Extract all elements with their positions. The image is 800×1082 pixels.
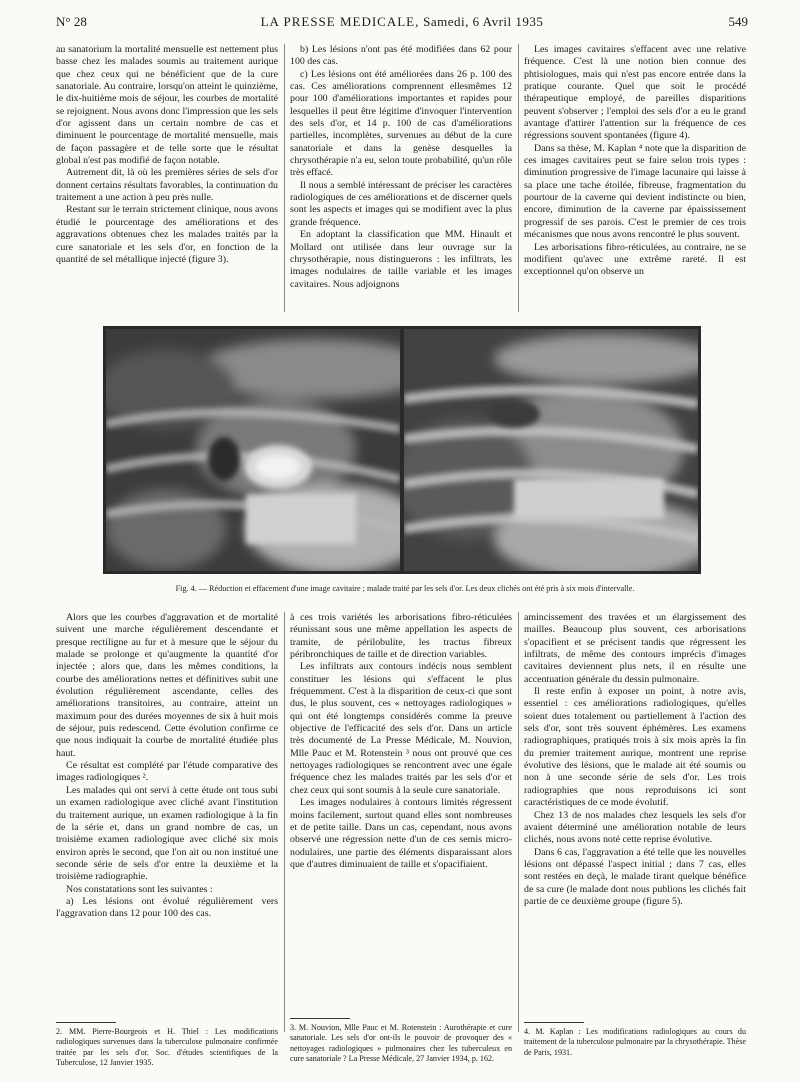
issue-number: N° 28 [56,14,87,29]
paragraph: Dans sa thèse, M. Kaplan ⁴ note que la disparition de ces images cavitaires peut se faire selon trois types : diminution progressive de l'image lacunaire qui laisse à sa place une tache étoilée, fibreuse, fragmentation du pourtour de la caverne qui devient indistincte ou bien, encore, diminution de la caverne par épaississement progressif de ses parois. C'est le premier de ces trois mécanismes que nous avons rencontré le plus souvent. [524,142,746,241]
footnote-rule [56,1022,116,1023]
paragraph: Restant sur le terrain strictement clinique, nous avons étudié le pourcentage des améliorations et des aggravations obtenues chez les malades traités par la cure sanatoriale et les sels d'or, en fonction de la quantité de sel métallique injecté (figure 3). [56,204,278,265]
paragraph: Dans 6 cas, l'aggravation a été telle que les nouvelles lésions ont dépassé l'aspect initial ; dans 7 cas, elles sont restées en deçà, le malade tirant quelque bénéfice de sa cure (le malade dont nous publions les clichés fait partie de ce deuxième groupe (figure 5). [524,846,746,907]
figure-caption: Fig. 4. — Réduction et effacement d'une image cavitaire ; malade traité par les sels d'or. Les deux clichés ont été pris à six mois d'intervalle. [175,584,635,593]
bottom-column-2 [290,612,512,1012]
paragraph: Ce résultat est complété par l'étude comparative des images radiologiques ². [56,760,278,784]
paragraph: Les malades qui ont servi à cette étude ont tous subi un examen radiologique avec cliché avant l'institution du traitement aurique, un examen radiologique à la fin de la série et, dans un grand nombre de cas, un troisième examen radiologique avec cliché six mois environ après le second, que l'on ait ou non institué une seconde série de sels d'or entre la deuxième et la troisième radiographie. [56,784,278,883]
footnote-text: 2. MM. Pierre-Bourgeois et H. Thiel : Les modifications radiologiques survenues dans la tuberculose pulmonaire confirmée traitée par les sels d'or. Soc. d'études scientifiques de la Tuberculose, 12 Janvier 1935. [56,1027,278,1068]
xray-image-after [404,329,698,571]
paragraph: Nos constatations sont les suivantes : [66,883,213,895]
paragraph: au sanatorium la mortalité mensuelle est nettement plus basse chez les malades soumis au traitement aurique que chez ceux qui ne bénéficient que de la cure sanatoriale. Au contraire, lorsqu'on atteint le quinzième, le dix-huitième mois de séjour, les courbes de mortalité se rejoignent. Nous avons donc l'impression que les sels d'or agissent dans un certain nombre de cas et diminuent le pourcentage de mortalité mensuelle, mais de façon passagère et de telle sorte que le résultat global n'est pas modifié de façon notable. [56,44,278,167]
column-divider [518,44,519,312]
paragraph: c) Les lésions ont été améliorées dans 26 p. 100 des cas. Ces améliorations comprennent ellesmêmes 12 pour 100 d'améliorations importantes et rapides pour lesquelles il peut être légitime d'invoquer l'intervention des sels d'or, et 14 p. 100 de cas d'améliorations partielles, incomplètes, survenues au début de la cure sanatoriale et dans la genèse desquelles la chrysothérapie n'a eu, selon toute probabilité, qu'un rôle très effacé. [290,68,512,179]
paragraph: amincissement des travées et un élargissement des mailles. Beaucoup plus souvent, ces arborisations s'opacifient et se précisent tandis que régressent les infiltrats, de même des contours imprécis d'images cavitaires deviennent plus nets, il en résulte une accentuation générale du dessin pulmonaire. [524,612,746,685]
paragraph: à ces trois variétés les arborisations fibro-réticulées réunissant sous une même appellation les aspects de tramite, de périlobulite, les tractus fibreux péribronchiques de taille et de direction variables. [290,612,512,661]
xray-figure [103,326,701,574]
paragraph: a) Les lésions ont évolué régulièrement vers l'aggravation dans 12 pour 100 des cas. [56,895,278,920]
footnote-3 [290,1018,512,1065]
paragraph: Autrement dit, là où les premières séries de sels d'or donnent certains résultats favorables, la continuation du traitement a une action à peu près nulle. [56,167,278,204]
journal-masthead [56,14,748,30]
paragraph: Les images nodulaires à contours limités régressent moins facilement, surtout quand elles sont nombreuses et de petite taille. Dans un cas, cependant, nous avons observé une régression nette d'un de ces semis micro-nodulaires, une partie des éléments disparaissant alors que d'autres diminuaient de taille et s'opacifiaient. [290,797,512,870]
paragraph: Les images cavitaires s'effacent avec une relative fréquence. C'est là une notion bien connue des phtisiologues, mais qui n'est pas encore entrée dans la pratique courante. Quel que soit le procédé thérapeutique employé, de pareilles disparitions peuvent s'observer ; l'emploi des sels d'or a eu le grand avantage d'attirer l'attention sur la fréquence de ces régressions souvent spontanées (figure 4). [524,44,746,142]
page-header [56,14,748,34]
paragraph: Les infiltrats aux contours indécis nous semblent constituer les lésions qui s'effacent le plus fréquemment. C'est à la disparition de ceux-ci que sont dus, le plus souvent, ces « nettoyages radiologiques » qui ont été longtemps considérés comme la preuve objective de l'efficacité des sels d'or. Dans un article très documenté de La Presse Médicale, M. Nouvion, Mlle Pauc et M. Rotenstein ³ nous ont prouvé que ces nettoyages radiologiques se rencontrent avec une égale fréquence chez les malades traités par les sels d'or et chez ceux qui sont soumis à la seule cure sanatoriale. [290,661,512,796]
page-number: 549 [728,14,748,29]
footnote-4 [524,1022,746,1058]
bottom-column-3 [524,612,746,1012]
journal-title: LA PRESSE MEDICALE, [260,14,420,29]
paragraph: Il nous a semblé intéressant de préciser les caractères radiologiques de ces améliorations et de discerner quels sont les aspects et images qui se modifient avec la plus grande fréquence. [290,179,512,228]
paragraph: En adoptant la classification que MM. Hinault et Mollard ont utilisée dans leur ouvrage sur la chrysothérapie, nous distinguerons : les infiltrats, les images nodulaires de taille variable et les images cavitaires. Nous adjoignons [290,229,512,290]
paragraph: Les arborisations fibro-réticulées, au contraire, ne se modifient qu'avec une extrême rareté. Il est exceptionnel qu'on observe un [524,241,746,278]
top-column-2 [290,44,512,314]
paragraph: Il reste enfin à exposer un point, à notre avis, essentiel : ces améliorations radiologiques, qu'elles soient dues totalement ou partiellement à l'action des sels d'or, sont très souvent éphémères. Les examens radiographiques, pratiqués trois à six mois après la fin du premier traitement aurique, montrent une reprise évolutive des lésions, que le malade ait été soumis ou non à une seconde série de sels d'or. Les trois radiographies que nous reproduisons ici sont caractéristiques de ce mode évolutif. [524,686,746,809]
issue-date: Samedi, 6 Avril 1935 [423,14,544,29]
column-divider [284,44,285,312]
footnote-rule [290,1018,350,1019]
bottom-column-1 [56,612,278,1012]
column-divider [284,612,285,1032]
footnote-2 [56,1022,278,1069]
top-column-3 [524,44,746,314]
xray-image-before [106,329,400,571]
footnote-rule [524,1022,584,1023]
column-divider [518,612,519,1032]
footnote-text: 3. M. Nouvion, Mlle Pauc et M. Rotenstein : Aurothérapie et cure sanatoriale. Les sels d'or ont-ils le pouvoir de provoquer des « nettoyages radiologiques » pulmonaires chez les tuberculeux en cure sanatoriale ? La Presse Médicale, 27 Janvier 1934, p. 162. [290,1023,512,1064]
paragraph: b) Les lésions n'ont pas été modifiées dans 62 pour 100 des cas. [290,44,512,68]
footnote-text: 4. M. Kaplan : Les modifications radiologiques au cours du traitement de la tuberculose pulmonaire par la chrysothérapie. Thèse de Paris, 1931. [524,1027,746,1057]
paragraph: Alors que les courbes d'aggravation et de mortalité suivent une marche régulièrement descendante et presque rectiligne au fur et à mesure que le séjour du malade se prolonge et qu'augmente la quantité d'or injectée ; alors que, dans les mêmes conditions, la courbe des améliorations nettes et définitives subit une évolution régulièrement ascendante, celles des améliorations transitoires, au contraire, atteint un maximum pour des durées moyennes de six à huit mois de séjour, puis redescend. Cette évolution confirme ce que nous indiquait la courbe de mortalité étudiée plus haut. [56,612,278,759]
top-column-1 [56,44,278,314]
paragraph: Chez 13 de nos malades chez lesquels les sels d'or avaient déterminé une amélioration notable de leurs clichés, nous avons noté cette reprise évolutive. [524,809,746,846]
